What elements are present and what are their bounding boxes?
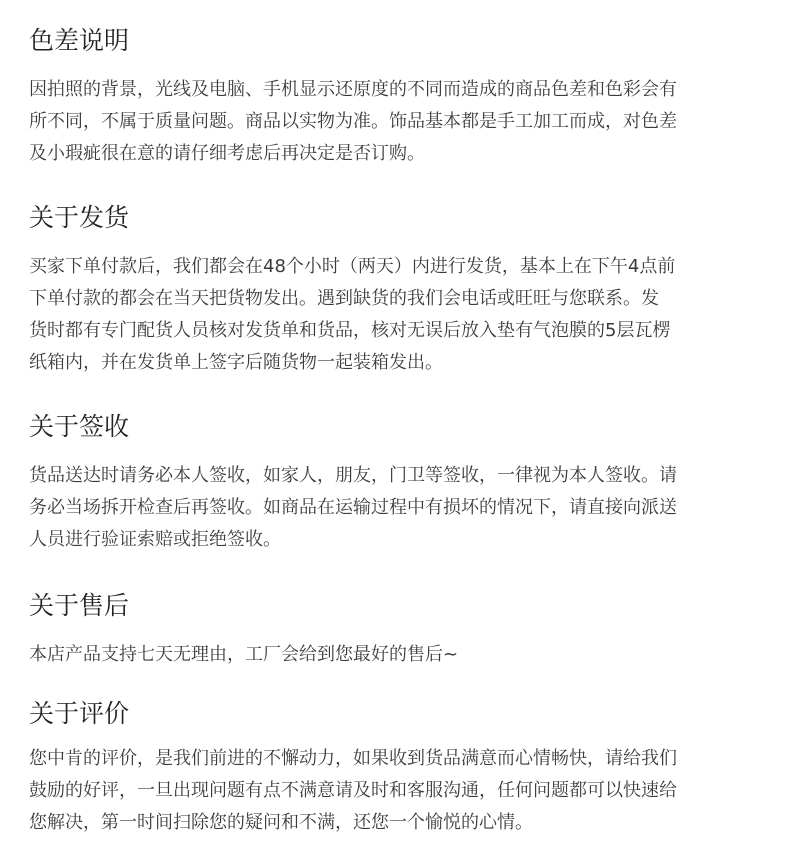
section-heading: 色差说明 [29, 26, 130, 55]
section-color-difference [29, 24, 764, 170]
section-after-sales [29, 589, 764, 671]
paragraph-line: 人员进行验证索赔或拒绝签收。 [29, 529, 281, 550]
paragraph-line: 您中肯的评价，是我们前进的不懈动力，如果收到货品满意而心情畅快，请给我们 [29, 748, 677, 769]
paragraph-line: 鼓励的好评，一旦出现问题有点不满意请及时和客服沟通，任何问题都可以快速给 [29, 780, 677, 801]
paragraph-line: 买家下单付款后，我们都会在48个小时（两天）内进行发货，基本上在下午4点前 [29, 256, 676, 277]
section-heading: 关于评价 [29, 699, 130, 728]
paragraph-line: 因拍照的背景，光线及电脑、手机显示还原度的不同而造成的商品色差和色彩会有 [29, 79, 677, 100]
section-shipping [29, 201, 764, 379]
section-paragraph [29, 460, 764, 556]
section-heading: 关于售后 [29, 591, 130, 620]
paragraph-line: 所不同，不属于质量问题。商品以实物为准。饰品基本都是手工加工而成，对色差 [29, 111, 677, 132]
paragraph-line: 纸箱内，并在发货单上签字后随货物一起装箱发出。 [29, 352, 443, 373]
section-heading: 关于发货 [29, 203, 130, 232]
paragraph-line: 货时都有专门配货人员核对发货单和货品，核对无误后放入垫有气泡膜的5层瓦楞 [29, 320, 671, 341]
paragraph-line: 本店产品支持七天无理由，工厂会给到您最好的售后~ [29, 644, 459, 665]
section-paragraph [29, 251, 764, 379]
paragraph-line: 货品送达时请务必本人签收，如家人，朋友，门卫等签收，一律视为本人签收。请 [29, 465, 677, 486]
section-receipt [29, 410, 764, 556]
section-paragraph [29, 639, 764, 671]
paragraph-line: 您解决，第一时间扫除您的疑问和不满，还您一个愉悦的心情。 [29, 812, 533, 833]
paragraph-line: 下单付款的都会在当天把货物发出。遇到缺货的我们会电话或旺旺与您联系。发 [29, 288, 659, 309]
section-paragraph [29, 743, 764, 839]
section-paragraph [29, 74, 764, 170]
paragraph-line: 务必当场拆开检查后再签收。如商品在运输过程中有损坏的情况下，请直接向派送 [29, 497, 677, 518]
section-heading: 关于签收 [29, 412, 130, 441]
paragraph-line: 及小瑕疵很在意的请仔细考虑后再决定是否订购。 [29, 143, 425, 164]
section-reviews [29, 697, 764, 839]
